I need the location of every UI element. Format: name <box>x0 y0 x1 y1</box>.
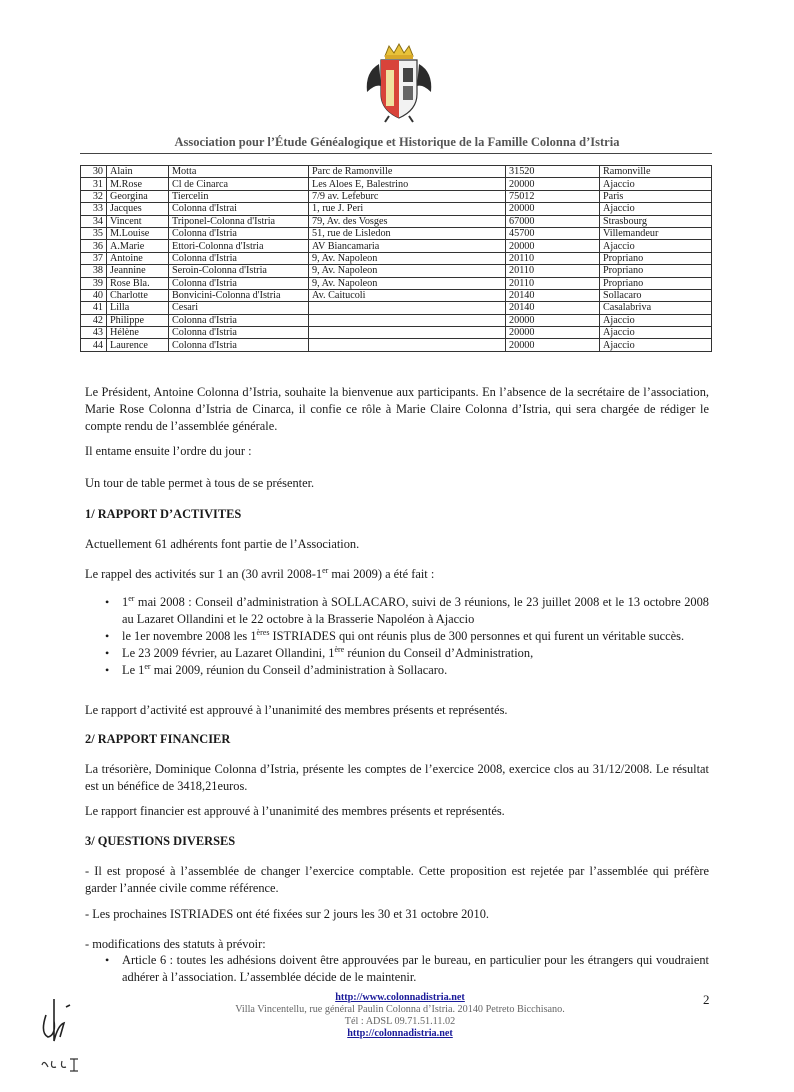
member-last-name: Triponel-Colonna d'Istria <box>169 215 309 227</box>
table-row <box>81 302 712 314</box>
member-number: 34 <box>81 215 107 227</box>
member-first-name: A.Marie <box>107 240 169 252</box>
member-address <box>309 302 506 314</box>
table-row <box>81 215 712 227</box>
section1-heading: 1/ RAPPORT D’ACTIVITES <box>85 507 242 521</box>
member-postcode: 20110 <box>506 252 600 264</box>
intro-block <box>85 384 709 435</box>
members-count-line: Actuellement 61 adhérents font partie de l’Association. <box>85 537 360 551</box>
table-row <box>81 289 712 301</box>
member-postcode: 20000 <box>506 240 600 252</box>
member-city: Strasbourg <box>600 215 712 227</box>
header-divider <box>80 153 712 154</box>
member-number: 43 <box>81 327 107 339</box>
member-postcode: 20110 <box>506 277 600 289</box>
intro-paragraph: Le Président, Antoine Colonna d’Istria, souhaite la bienvenue aux participants. En l’absence de la secrétaire de l’association, Marie Rose Colonna d’Istria de Cinarca, il confie ce rôle à Marie Claire Colonna d’Istria, qui sera chargée de rédiger le compte rendu de l’assemblée générale. <box>85 385 709 433</box>
member-first-name: Charlotte <box>107 289 169 301</box>
member-first-name: M.Rose <box>107 178 169 190</box>
bullet-icon: • <box>105 629 110 643</box>
member-number: 39 <box>81 277 107 289</box>
member-address: 1, rue J. Peri <box>309 203 506 215</box>
table-row <box>81 327 712 339</box>
table-row <box>81 190 712 202</box>
member-number: 38 <box>81 265 107 277</box>
list-item: • 1er mai 2008 : Conseil d’administration à SOLLACARO, suivi de 3 réunions, le 23 juillet 2008 et le 13 octobre 2008 au Lazaret Ollandini et le 22 octobre à la Brasserie Napoléon à Ajaccio <box>105 593 709 626</box>
member-address: Les Aloes E, Balestrino <box>309 178 506 190</box>
member-first-name: Antoine <box>107 252 169 264</box>
member-last-name: Colonna d'Istria <box>169 327 309 339</box>
member-city: Ajaccio <box>600 178 712 190</box>
questions-item-istriades: - Les prochaines ISTRIADES ont été fixées sur 2 jours les 30 et 31 octobre 2010. <box>85 907 489 921</box>
member-last-name: Motta <box>169 166 309 178</box>
questions-item-statuts: - modifications des statuts à prévoir: <box>85 937 266 951</box>
member-postcode: 20000 <box>506 339 600 351</box>
member-last-name: Tiercelin <box>169 190 309 202</box>
member-postcode: 20000 <box>506 314 600 326</box>
website-link[interactable]: http://www.colonnadistria.net <box>335 992 465 1003</box>
association-title: Association pour l’Étude Généalogique et Historique de la Famille Colonna d’Istria <box>174 135 620 149</box>
agenda-line: Il entame ensuite l’ordre du jour : <box>85 444 252 458</box>
member-city: Ajaccio <box>600 240 712 252</box>
activity-approval-line: Le rapport d’activité est approuvé à l’unanimité des membres présents et représentés. <box>85 703 508 717</box>
table-row <box>81 203 712 215</box>
member-last-name: Ettori-Colonna d'Istria <box>169 240 309 252</box>
member-address <box>309 339 506 351</box>
list-item: • Le 1er mai 2009, réunion du Conseil d’administration à Sollacaro. <box>105 661 448 677</box>
member-number: 42 <box>81 314 107 326</box>
member-city: Ajaccio <box>600 327 712 339</box>
table-row <box>81 240 712 252</box>
handwritten-initials-signature <box>30 985 120 1085</box>
section3-heading: 3/ QUESTIONS DIVERSES <box>85 834 236 848</box>
member-city: Casalabriva <box>600 302 712 314</box>
member-address: Parc de Ramonville <box>309 166 506 178</box>
member-number: 31 <box>81 178 107 190</box>
member-city: Ajaccio <box>600 314 712 326</box>
member-last-name: Colonna d'Istria <box>169 314 309 326</box>
website-link-secondary[interactable]: http://colonnadistria.net <box>347 1028 453 1039</box>
member-postcode: 31520 <box>506 166 600 178</box>
member-number: 40 <box>81 289 107 301</box>
financial-approval-line: Le rapport financier est approuvé à l’unanimité des membres présents et représentés. <box>85 804 505 818</box>
members-table <box>80 165 712 352</box>
member-number: 36 <box>81 240 107 252</box>
table-row <box>81 339 712 351</box>
tour-de-table-line: Un tour de table permet à tous de se présenter. <box>85 476 315 490</box>
member-number: 44 <box>81 339 107 351</box>
activities-recall-line: Le rappel des activités sur 1 an (30 avril 2008-1er mai 2009) a été fait : <box>85 565 435 581</box>
member-last-name: Cl de Cinarca <box>169 178 309 190</box>
member-first-name: M.Louise <box>107 227 169 239</box>
list-item: • le 1er novembre 2008 les 1ères ISTRIADES qui ont réunis plus de 300 personnes et qui furent un véritable succès. <box>105 627 685 643</box>
member-city: Propriano <box>600 252 712 264</box>
footer-address: Villa Vincentellu, rue général Paulin Colonna d’Istria. 20140 Petreto Bicchisano. <box>235 1004 565 1015</box>
member-city: Ajaccio <box>600 339 712 351</box>
bullet-icon: • <box>105 663 110 677</box>
member-first-name: Alain <box>107 166 169 178</box>
member-last-name: Colonna d'Istria <box>169 227 309 239</box>
table-row <box>81 314 712 326</box>
member-number: 35 <box>81 227 107 239</box>
member-last-name: Colonna d'Istria <box>169 339 309 351</box>
table-row <box>81 252 712 264</box>
member-first-name: Rose Bla. <box>107 277 169 289</box>
member-address: 7/9 av. Lefeburc <box>309 190 506 202</box>
member-address: AV Biancamaria <box>309 240 506 252</box>
member-first-name: Philippe <box>107 314 169 326</box>
list-item: • Le 23 2009 février, au Lazaret Ollandini, 1ère réunion du Conseil d’Administration, <box>105 644 534 660</box>
statuts-article6-item: • Article 6 : toutes les adhésions doivent être approuvées par le bureau, en particulier pour les étrangers qui voudraient adhérer à l’association. L’assemblée décide de le maintenir. <box>105 953 709 984</box>
bullet-icon: • <box>105 953 110 967</box>
questions-item-accounting: - Il est proposé à l’assemblée de changer l’exercice comptable. Cette proposition est rejetée par l’assemblée qui préfère garder l’année civile comme référence. <box>85 864 709 895</box>
member-postcode: 20000 <box>506 327 600 339</box>
footer-phone: Tél : ADSL 09.71.51.11.02 <box>344 1016 456 1027</box>
member-address: 9, Av. Napoleon <box>309 277 506 289</box>
member-city: Sollacaro <box>600 289 712 301</box>
member-first-name: Vincent <box>107 215 169 227</box>
member-postcode: 67000 <box>506 215 600 227</box>
bullet-icon: • <box>105 646 110 660</box>
member-city: Villemandeur <box>600 227 712 239</box>
member-postcode: 20000 <box>506 203 600 215</box>
table-row <box>81 227 712 239</box>
member-last-name: Bonvicini-Colonna d'Istria <box>169 289 309 301</box>
member-postcode: 20000 <box>506 178 600 190</box>
section2-heading: 2/ RAPPORT FINANCIER <box>85 732 231 746</box>
member-first-name: Georgina <box>107 190 169 202</box>
member-first-name: Lilla <box>107 302 169 314</box>
member-address: 9, Av. Napoleon <box>309 265 506 277</box>
member-city: Propriano <box>600 277 712 289</box>
member-postcode: 20110 <box>506 265 600 277</box>
member-city: Ramonville <box>600 166 712 178</box>
member-number: 41 <box>81 302 107 314</box>
member-address: 9, Av. Napoleon <box>309 252 506 264</box>
member-last-name: Cesari <box>169 302 309 314</box>
member-first-name: Jeannine <box>107 265 169 277</box>
table-row <box>81 166 712 178</box>
member-number: 30 <box>81 166 107 178</box>
member-city: Propriano <box>600 265 712 277</box>
member-last-name: Colonna d'Istria <box>169 277 309 289</box>
member-postcode: 20140 <box>506 302 600 314</box>
member-address <box>309 314 506 326</box>
member-number: 37 <box>81 252 107 264</box>
bullet-icon: • <box>105 595 110 609</box>
member-last-name: Colonna d'Istrai <box>169 203 309 215</box>
member-postcode: 20140 <box>506 289 600 301</box>
member-address: 79, Av. des Vosges <box>309 215 506 227</box>
member-first-name: Jacques <box>107 203 169 215</box>
table-row <box>81 265 712 277</box>
member-postcode: 45700 <box>506 227 600 239</box>
coat-of-arms-icon <box>361 42 437 124</box>
member-first-name: Laurence <box>107 339 169 351</box>
table-row <box>81 277 712 289</box>
member-first-name: Hélène <box>107 327 169 339</box>
member-number: 33 <box>81 203 107 215</box>
member-address: 51, rue de Lisledon <box>309 227 506 239</box>
member-city: Paris <box>600 190 712 202</box>
activities-list-block <box>102 594 709 679</box>
member-city: Ajaccio <box>600 203 712 215</box>
member-address: Av. Caitucoli <box>309 289 506 301</box>
financial-paragraph: La trésorière, Dominique Colonna d’Istria, présente les comptes de l’exercice 2008, exercice clos au 31/12/2008. Le résultat est un bénéfice de 3418,21euros. <box>85 762 709 793</box>
activities-list <box>102 594 709 679</box>
member-number: 32 <box>81 190 107 202</box>
page-footer <box>150 992 650 1040</box>
member-postcode: 75012 <box>506 190 600 202</box>
member-last-name: Colonna d'Istria <box>169 252 309 264</box>
table-row <box>81 178 712 190</box>
member-last-name: Seroin-Colonna d'Istria <box>169 265 309 277</box>
member-address <box>309 327 506 339</box>
page-number: 2 <box>703 992 710 1007</box>
